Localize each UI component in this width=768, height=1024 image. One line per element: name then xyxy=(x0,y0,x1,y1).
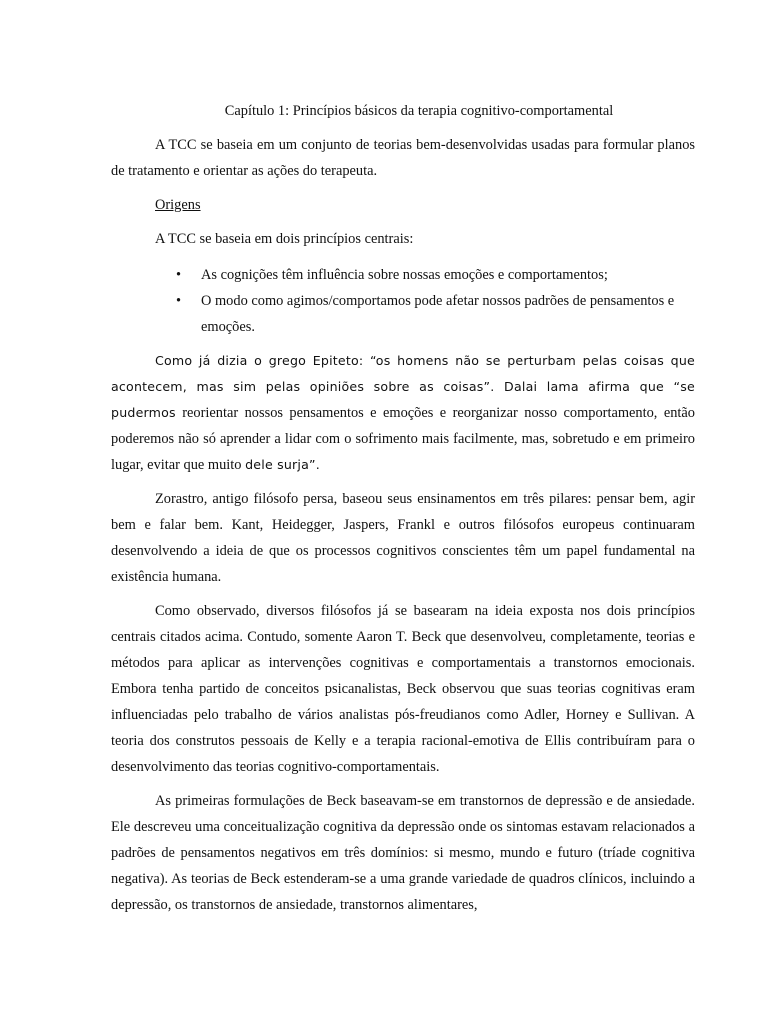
intro-paragraph: A TCC se baseia em um conjunto de teorias bem-desenvolvidas usadas para formular planos de tratamento e orientar as ações do terapeuta. xyxy=(111,137,695,179)
section-heading: Origens xyxy=(155,197,201,213)
paragraph-beck-formulations: As primeiras formulações de Beck baseavam-se em transtornos de depressão e de ansiedade. Ele descreveu uma conceitualização cognitiva da depressão onde os sintomas estavam relacionados a padrões de pensamentos negativos em três domínios: si mesmo, mundo e futuro (tríade cognitiva negativa). As teorias de Beck estenderam-se a uma grande variedade de quadros clínicos, incluindo a depressão, os transtornos de ansiedade, transtornos alimentares, xyxy=(111,793,695,913)
quote-normal-text: reorientar nossos pensamentos e emoções e reorganizar nosso comportamento, então poderemos não só aprender a lidar com o sofrimento mais facilmente, mas, sobretudo e em primeiro lugar, evitar que muito xyxy=(111,405,695,473)
list-item xyxy=(176,288,695,340)
principles-list xyxy=(111,262,695,340)
quote-hand-text-2: dele surja”. xyxy=(245,457,320,472)
list-item xyxy=(176,262,695,288)
principles-intro: A TCC se baseia em dois princípios centrais: xyxy=(155,231,414,247)
document-body xyxy=(111,98,695,926)
quote-hand-text-1: Como já dizia o grego Epiteto: “os homens não se perturbam pelas coisas que acontecem, mas sim pelas opiniões sobre as coisas”. Dalai lama afirma que “se pudermos xyxy=(111,353,695,420)
bullet-icon: • xyxy=(176,293,182,309)
list-item-text: As cognições têm influência sobre nossas emoções e comportamentos; xyxy=(201,267,608,283)
list-item-text: O modo como agimos/comportamos pode afetar nossos padrões de pensamentos e emoções. xyxy=(201,293,675,335)
bullet-icon: • xyxy=(176,267,182,283)
paragraph-beck-origins: Como observado, diversos filósofos já se basearam na ideia exposta nos dois princípios centrais citados acima. Contudo, somente Aaron T. Beck que desenvolveu, completamente, teorias e métodos para aplicar as intervenções cognitivas e comportamentais a transtornos emocionais. Embora tenha partido de conceitos psicanalistas, Beck observou que suas teorias cognitivas eram influenciadas pelo trabalho de vários analistas pós-freudianos como Adler, Horney e Sullivan. A teoria dos construtos pessoais de Kelly e a terapia racional-emotiva de Ellis contribuíram para o desenvolvimento das teorias cognitivo-comportamentais. xyxy=(111,603,695,775)
quote-paragraph xyxy=(111,348,695,478)
paragraph-zoroastro: Zorastro, antigo filósofo persa, baseou seus ensinamentos em três pilares: pensar bem, agir bem e falar bem. Kant, Heidegger, Jaspers, Frankl e outros filósofos europeus continuaram desenvolvendo a ideia de que os processos cognitivos conscientes têm um papel fundamental na existência humana. xyxy=(111,491,695,585)
chapter-title: Capítulo 1: Princípios básicos da terapia cognitivo-comportamental xyxy=(224,103,614,119)
